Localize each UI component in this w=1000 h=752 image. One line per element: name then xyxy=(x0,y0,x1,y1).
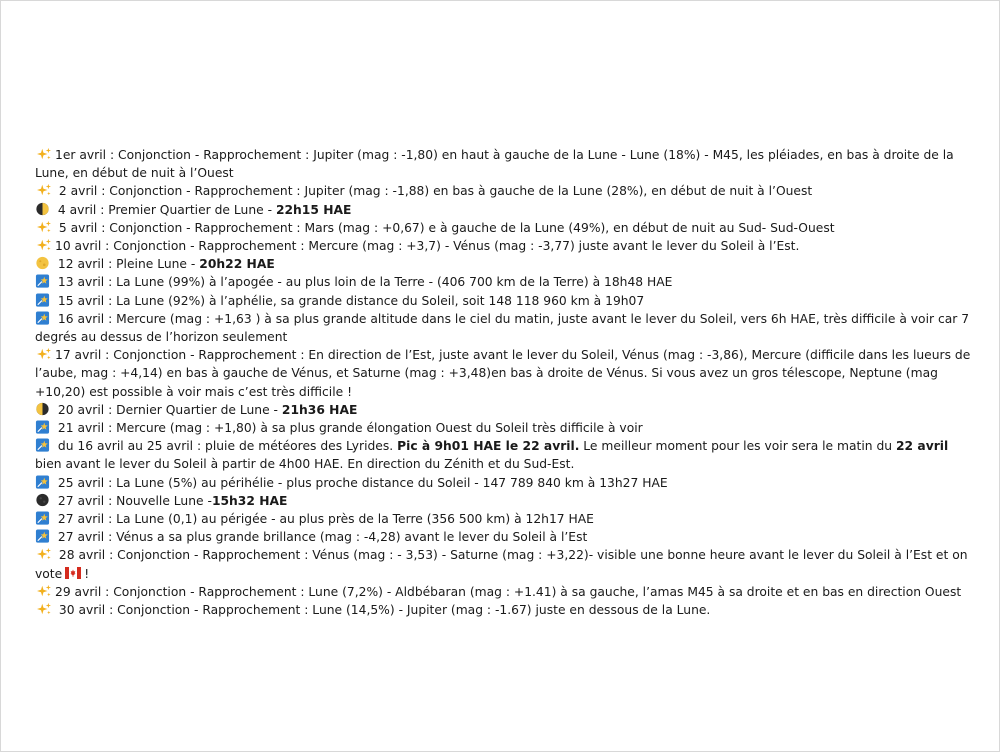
sparkles-icon xyxy=(35,347,53,361)
event-entry xyxy=(35,474,977,492)
event-entry xyxy=(35,292,977,310)
sparkles-icon xyxy=(35,602,53,616)
sparkles-icon xyxy=(35,547,53,561)
event-text: 20 avril : Dernier Quartier de Lune - xyxy=(54,402,282,417)
event-text: 16 avril : Mercure (mag : +1,63 ) à sa plus grande altitude dans le ciel du matin, juste avant le lever du Soleil, vers 6h HAE, très difficile à voir car 7 degrés au dessus de l’horizon seulement xyxy=(35,311,970,345)
event-text: 17 avril : Conjonction - Rapprochement : En direction de l’Est, juste avant le lever du Soleil, Vénus (mag : -3,86), Mercure (difficile dans les lueurs de l’aube, mag : +4,14) en bas à gauche de Vénus, et Saturne (mag : +3,48)en bas à droite de Vénus. Si vous avez un gros télescope, Neptune (mag +10,20) est possible à voir mais c’est très difficile ! xyxy=(35,348,971,399)
sparkles-icon xyxy=(35,183,53,197)
event-text: 13 avril : La Lune (99%) à l’apogée - au plus loin de la Terre - (406 700 km de la Terre) à 18h48 HAE xyxy=(54,275,673,290)
new-moon-icon xyxy=(35,493,50,507)
event-entry xyxy=(35,401,977,419)
event-text: 1er avril : Conjonction - Rapprochement : Jupiter (mag : -1,80) en haut à gauche de la Lune - Lune (18%) - M45, les pléiades, en bas à droite de la Lune, en début de nuit à l’Ouest xyxy=(35,148,954,181)
shooting-star-icon xyxy=(35,420,50,434)
event-text: 27 avril : Vénus a sa plus grande brillance (mag : -4,28) avant le lever du Soleil à l’Est xyxy=(54,530,588,545)
april-sky-events-list xyxy=(35,146,977,619)
event-entry xyxy=(35,273,977,291)
event-text: 28 avril : Conjonction - Rapprochement : Vénus (mag : - 3,53) - Saturne (mag : +3,22)- visible une bonne heure avant le lever du Soleil à l’Est et on vote xyxy=(35,548,968,581)
event-text: 5 avril : Conjonction - Rapprochement : Mars (mag : +0,67) e à gauche de la Lune (49%), en début de nuit au Sud- Sud-Ouest xyxy=(55,220,835,235)
event-text: 4 avril : Premier Quartier de Lune - xyxy=(54,202,276,217)
event-entry xyxy=(35,528,977,546)
event-entry xyxy=(35,146,977,182)
event-text: 27 avril : La Lune (0,1) au périgée - au plus près de la Terre (356 500 km) à 12h17 HAE xyxy=(54,512,594,527)
event-entry xyxy=(35,219,977,237)
event-entry xyxy=(35,201,977,219)
shooting-star-icon xyxy=(35,511,50,525)
event-text: 27 avril : Nouvelle Lune - xyxy=(54,493,212,508)
event-text: 15 avril : La Lune (92%) à l’aphélie, sa grande distance du Soleil, soit 148 118 960 km à 19h07 xyxy=(54,293,645,308)
event-text: Le meilleur moment pour les voir sera le matin du xyxy=(579,439,896,454)
event-text: 12 avril : Pleine Lune - xyxy=(54,257,200,272)
shooting-star-icon xyxy=(35,438,50,452)
event-entry xyxy=(35,510,977,528)
event-entry xyxy=(35,546,977,582)
sparkles-icon xyxy=(35,147,53,161)
shooting-star-icon xyxy=(35,274,50,288)
event-time-highlight: 15h32 HAE xyxy=(211,493,288,508)
event-entry xyxy=(35,437,977,473)
event-entry xyxy=(35,419,977,437)
event-entry xyxy=(35,255,977,273)
sparkles-icon xyxy=(35,238,53,252)
shooting-star-icon xyxy=(35,475,50,489)
shooting-star-icon xyxy=(35,529,50,543)
event-time-highlight: 20h22 HAE xyxy=(199,257,275,272)
shooting-star-icon xyxy=(35,311,50,325)
event-entry xyxy=(35,182,977,200)
event-entry xyxy=(35,601,977,619)
event-time-highlight: 22 avril xyxy=(896,439,949,454)
full-moon-icon xyxy=(35,256,50,270)
sparkles-icon xyxy=(35,584,53,598)
event-entry xyxy=(35,237,977,255)
event-text: 30 avril : Conjonction - Rapprochement : Lune (14,5%) - Jupiter (mag : -1.67) juste en dessous de la Lune. xyxy=(55,603,711,618)
event-entry xyxy=(35,346,977,401)
event-text: ! xyxy=(84,566,90,581)
shooting-star-icon xyxy=(35,293,50,307)
last-quarter-moon-icon xyxy=(35,402,50,416)
first-quarter-moon-icon xyxy=(35,202,50,216)
event-entry xyxy=(35,583,977,601)
event-text: 25 avril : La Lune (5%) au périhélie - plus proche distance du Soleil - 147 789 840 km à 13h27 HAE xyxy=(54,475,668,490)
event-text: 21 avril : Mercure (mag : +1,80) à sa plus grande élongation Ouest du Soleil très difficile à voir xyxy=(54,421,643,436)
event-time-highlight: Pic à 9h01 HAE le 22 avril. xyxy=(397,439,580,454)
event-text: bien avant le lever du Soleil à partir de 4h00 HAE. En direction du Zénith et du Sud-Est. xyxy=(35,457,575,472)
sparkles-icon xyxy=(35,220,53,234)
event-time-highlight: 21h36 HAE xyxy=(281,402,358,417)
event-time-highlight: 22h15 HAE xyxy=(275,202,352,217)
event-text: 2 avril : Conjonction - Rapprochement : Jupiter (mag : -1,88) en bas à gauche de la Lune (28%), en début de nuit à l’Ouest xyxy=(55,184,813,199)
event-entry xyxy=(35,492,977,510)
event-text: 10 avril : Conjonction - Rapprochement : Mercure (mag : +3,7) - Vénus (mag : -3,77) juste avant le lever du Soleil à l’Est. xyxy=(55,239,800,254)
canada-flag-icon xyxy=(65,567,81,579)
event-text: du 16 avril au 25 avril : pluie de météores des Lyrides. xyxy=(54,439,398,454)
event-entry xyxy=(35,310,977,346)
event-text: 29 avril : Conjonction - Rapprochement : Lune (7,2%) - Aldbébaran (mag : +1.41) à sa gauche, l’amas M45 à sa droite et en bas en direction Ouest xyxy=(55,584,962,599)
